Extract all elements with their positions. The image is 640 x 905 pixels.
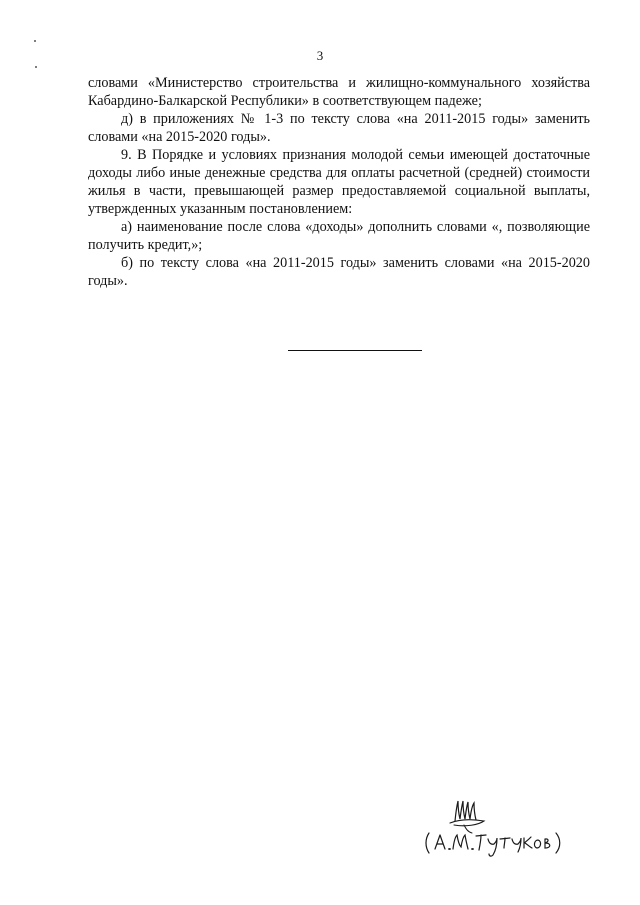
document-body bbox=[88, 74, 590, 290]
paragraph-item-b: б) по тексту слова «на 2011-2015 годы» заменить словами «на 2015-2020 годы». bbox=[88, 255, 590, 289]
handwritten-signature bbox=[420, 795, 570, 865]
signature-drawing bbox=[420, 795, 570, 865]
paragraph-item-a: а) наименование после слова «доходы» дополнить словами «, позволяющие получить кредит,»; bbox=[88, 219, 590, 253]
paragraph-item-9: 9. В Порядке и условиях признания молодой семьи имеющей достаточные доходы либо иные денежные средства для оплаты расчетной (средней) стоимости жилья в части, превышающей размер предоставляемой социальной выплаты, утвержденных указанным постановлением: bbox=[88, 147, 590, 217]
scan-speck-bottom bbox=[35, 66, 37, 68]
closing-divider bbox=[288, 350, 422, 351]
paragraph-continuation: словами «Министерство строительства и жилищно-коммунального хозяйства Кабардино-Балкарской Республики» в соответствующем падеже; bbox=[88, 75, 590, 109]
scan-speck-top bbox=[34, 40, 36, 42]
page-number: 3 bbox=[316, 48, 324, 63]
paragraph-item-d: д) в приложениях № 1-3 по тексту слова «на 2011-2015 годы» заменить словами «на 2015-2020 годы». bbox=[88, 111, 590, 145]
